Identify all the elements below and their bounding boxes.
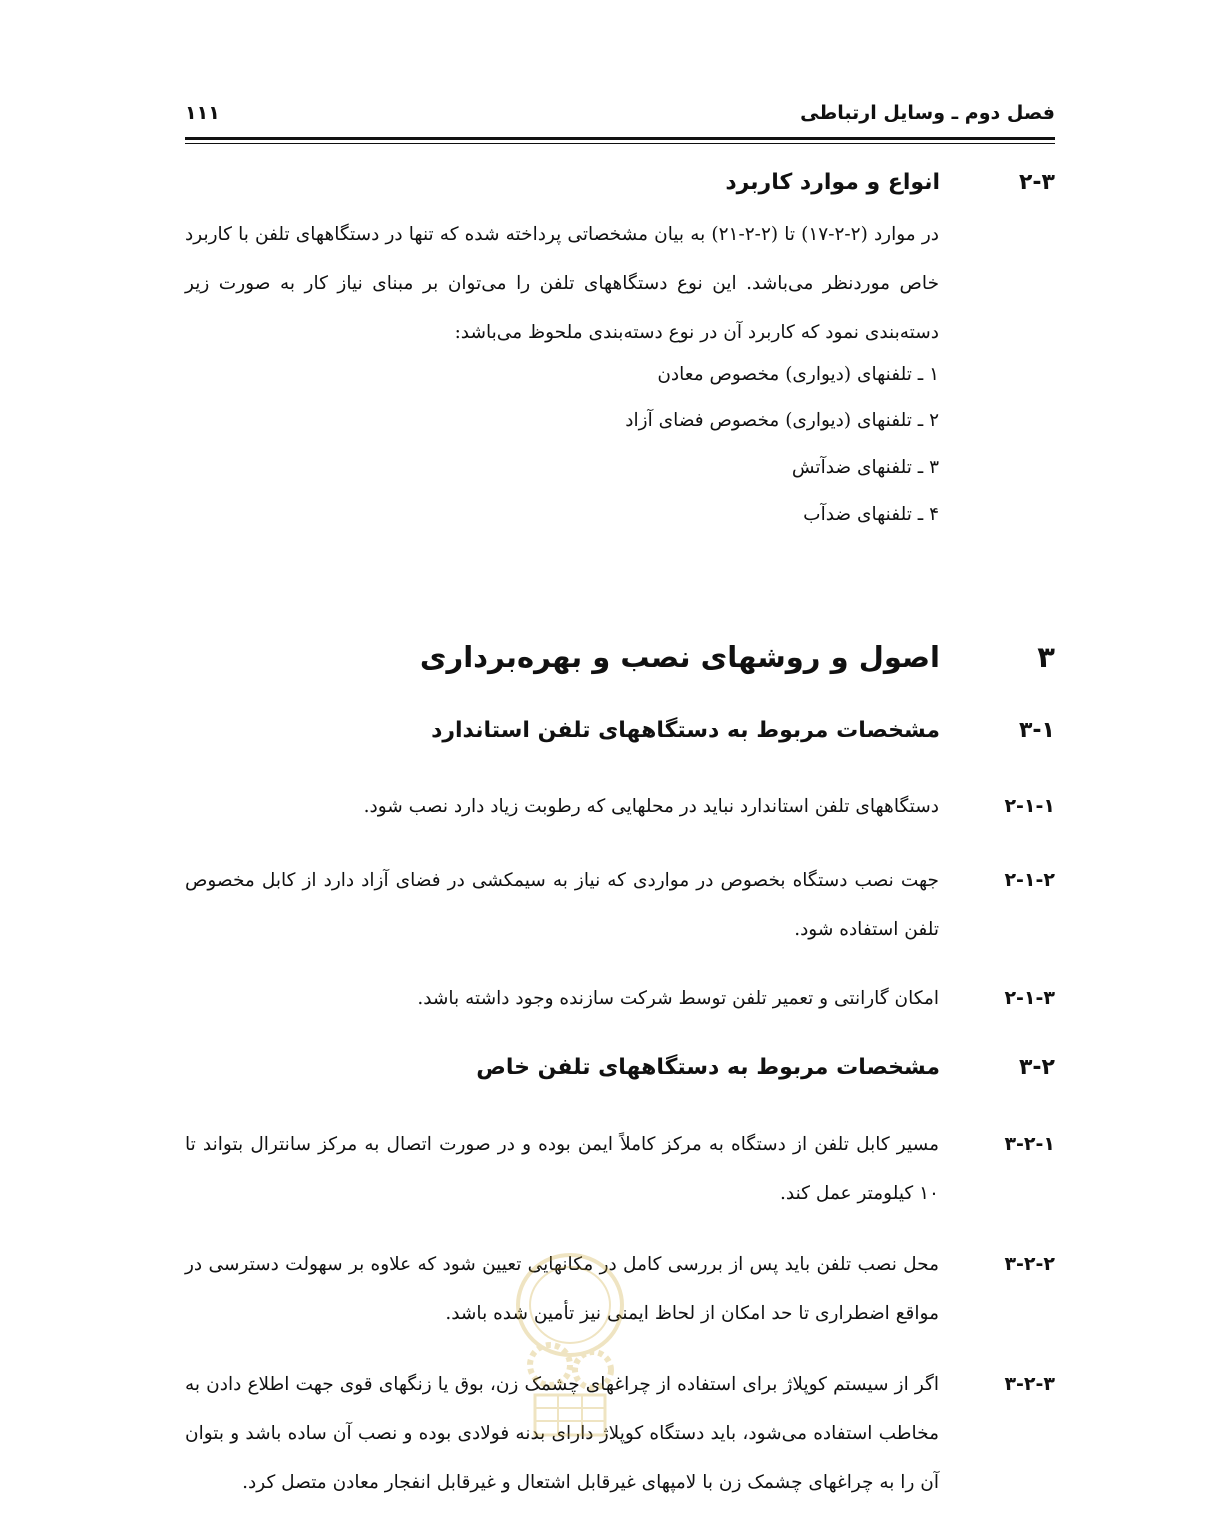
watermark-seal-icon [505,1245,635,1445]
item-number: ۲-۱-۲ [1004,869,1055,891]
item-text: امکان گارانتی و تعمیر تلفن توسط شرکت سازنده وجود داشته باشد. [417,988,939,1009]
item-text: محل نصب تلفن باید پس از بررسی کامل در مکانهایی تعیین شود که علاوه بر سهولت دسترسی در مواقع اضطراری تا حد امکان از لحاظ ایمنی نیز تأمین شده باشد. [185,1254,939,1324]
section-title: مشخصات مربوط به دستگاههای تلفن استاندارد [431,718,940,743]
chapter-header-title: فصل دوم ـ وسایل ارتباطی [800,102,1055,124]
list-item: ۴ ـ تلفنهای ضدآب [803,504,939,525]
item-text: جهت نصب دستگاه بخصوص در مواردی که نیاز به سیمکشی در فضای آزاد دارد از کابل مخصوص تلفن استفاده شود. [185,870,939,940]
section-number: ۳-۲ [1019,1055,1055,1080]
item-number: ۳-۲-۲ [1004,1253,1055,1275]
item-text: اگر از سیستم کوپلاژ برای استفاده از چراغهای چشمک زن، بوق یا زنگهای قوی جهت اطلاع دادن به مخاطب استفاده می‌شود، باید دستگاه کوپلاژ دارای بدنه فولادی بوده و نصب آن ساده باشد و بتوان آن را به چراغهای چشمک زن با لامپهای غیرقابل اشتعال و غیرقابل انفجار معادن متصل کرد. [185,1374,939,1493]
list-item: ۳ ـ تلفنهای ضدآتش [791,457,939,478]
list-item: ۱ ـ تلفنهای (دیواری) مخصوص معادن [657,364,939,385]
section-heading-2-3 [185,170,1055,204]
item-text: دستگاههای تلفن استاندارد نباید در محلهایی که رطوبت زیاد دارد نصب شود. [363,796,939,817]
section-paragraph: در موارد (۲-۲-۱۷) تا (۲-۲-۲۱) به بیان مشخصاتی پرداخته شده که تنها در دستگاههای تلفن با کاربرد خاص موردنظر می‌باشد. این نوع دستگاههای تلفن را می‌توان بر مبنای نیاز کار به صورت زیر دسته‌بندی نمود که کاربرد آن در نوع دسته‌بندی ملحوظ می‌باشد: [185,224,939,343]
item-number: ۳-۲-۳ [1004,1373,1055,1395]
item-number: ۳-۲-۱ [1004,1133,1055,1155]
section-title: مشخصات مربوط به دستگاههای تلفن خاص [476,1055,940,1080]
header-rule-thick [185,137,1055,140]
chapter-title: اصول و روشهای نصب و بهره‌برداری [419,640,940,674]
section-title: انواع و موارد کاربرد [725,170,940,195]
section-heading-3-1 [185,718,1055,752]
item-text: مسیر کابل تلفن از دستگاه به مرکز کاملاً ایمن بوده و در صورت اتصال به مرکز سانترال بتواند تا ۱۰ کیلومتر عمل کند. [185,1134,939,1204]
running-header [185,100,1055,136]
section-number: ۳-۱ [1019,718,1055,743]
item-number: ۲-۱-۱ [1004,795,1055,817]
list-item: ۲ ـ تلفنهای (دیواری) مخصوص فضای آزاد [625,410,939,431]
chapter-number: ۳ [1037,640,1055,674]
header-rule-thin [185,143,1055,144]
section-number: ۲-۳ [1019,170,1055,195]
section-heading-3-2 [185,1055,1055,1089]
item-number: ۲-۱-۳ [1004,987,1055,1009]
chapter-heading-3 [185,640,1055,684]
page-number: ۱۱۱ [185,102,220,124]
